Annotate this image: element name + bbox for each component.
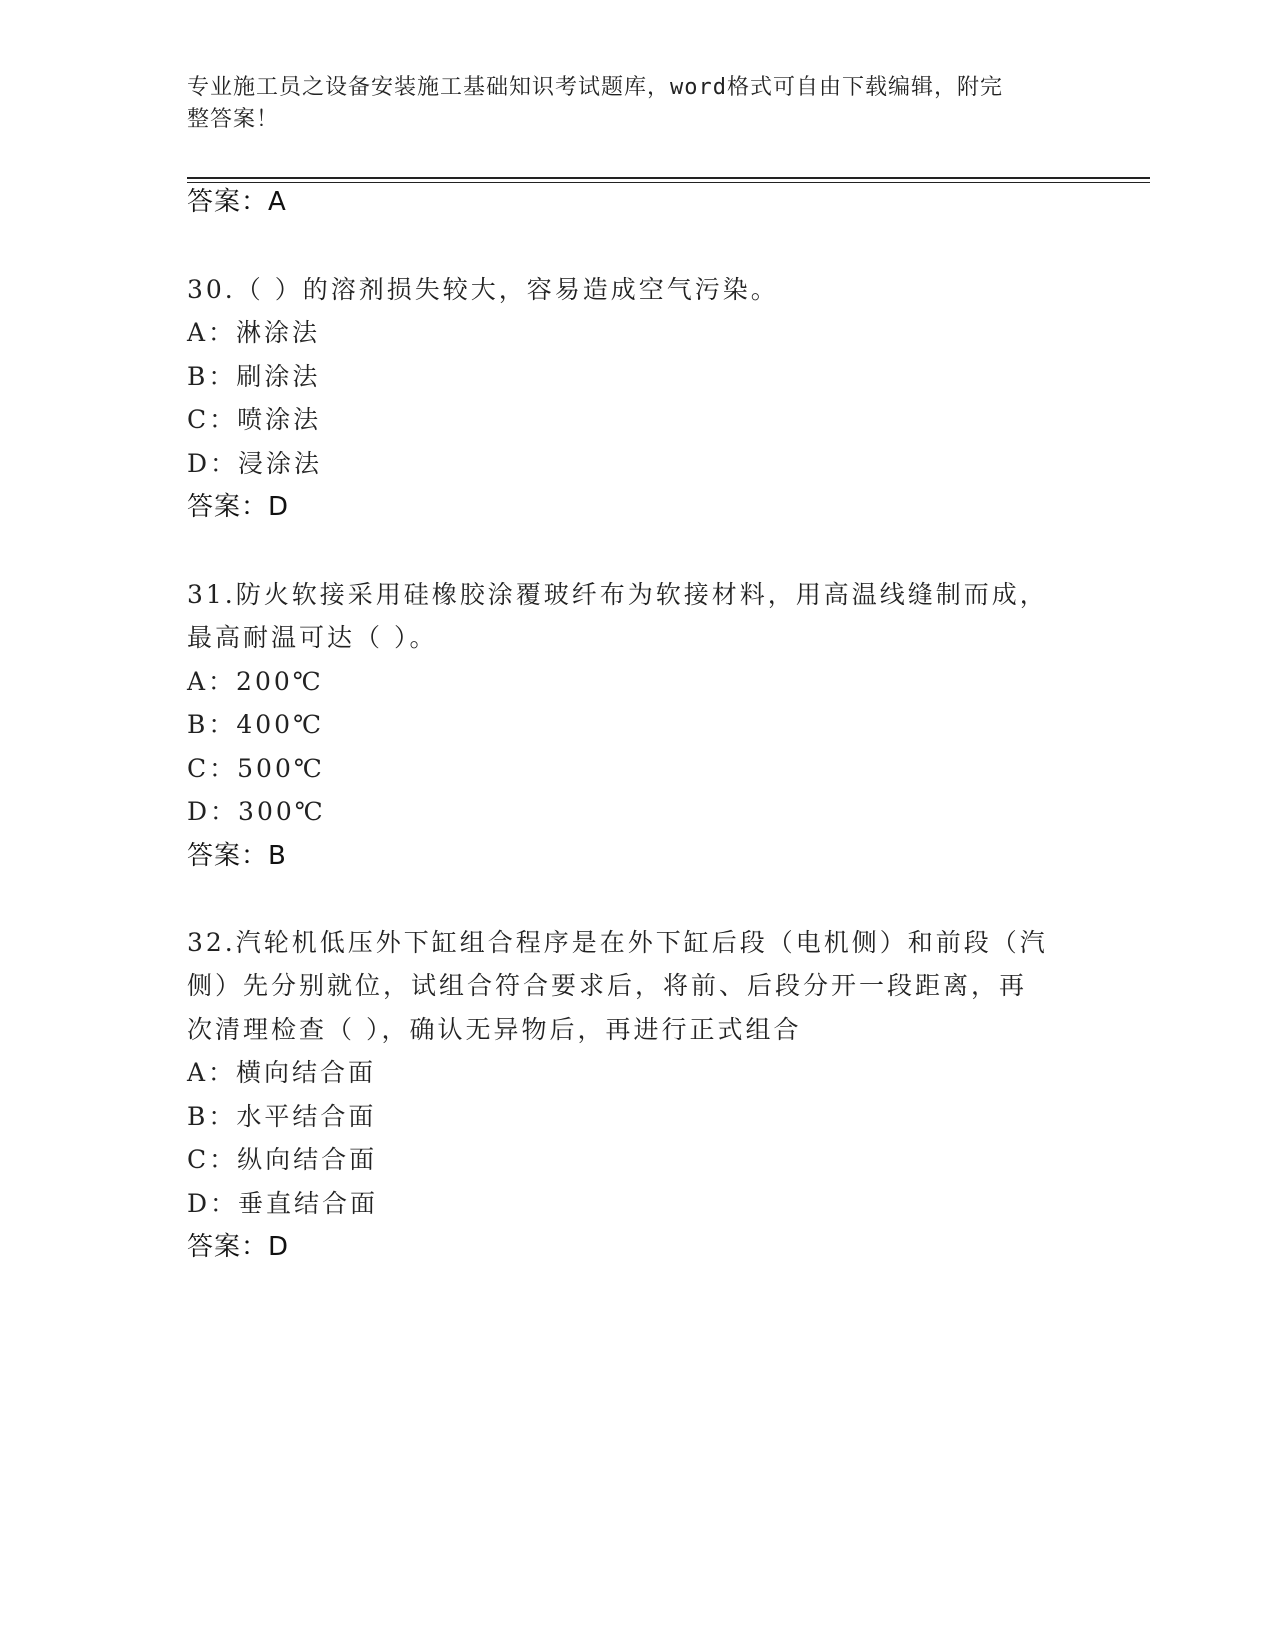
question-30-option-a: A：淋涂法 <box>187 318 321 347</box>
previous-answer: 答案：A <box>187 187 287 217</box>
question-32-stem-line-2: 侧）先分别就位，试组合符合要求后，将前、后段分开一段距离，再 <box>187 971 1028 1000</box>
question-31-option-d: D：300℃ <box>187 797 326 826</box>
question-31-option-c: C：500℃ <box>187 754 325 783</box>
question-32-stem-line-1: 32.汽轮机低压外下缸组合程序是在外下缸后段（电机侧）和前段（汽 <box>187 928 1048 957</box>
question-31-option-a: A：200℃ <box>187 667 324 696</box>
question-32-option-c: C：纵向结合面 <box>187 1145 378 1174</box>
question-30-stem: 30.（ ）的溶剂损失较大，容易造成空气污染。 <box>187 275 779 304</box>
question-31-answer: 答案：B <box>187 841 287 871</box>
question-30-option-c: C：喷涂法 <box>187 405 322 434</box>
question-31-option-b: B：400℃ <box>187 710 325 739</box>
question-31-stem-line-1: 31.防火软接采用硅橡胶涂覆玻纤布为软接材料，用高温线缝制而成， <box>187 580 1048 609</box>
question-30-option-d: D：浸涂法 <box>187 449 323 478</box>
question-32-option-d: D：垂直结合面 <box>187 1189 379 1218</box>
header-divider-thin <box>187 182 1150 183</box>
header-line-2: 整答案！ <box>187 107 280 132</box>
document-header <box>187 72 1067 136</box>
question-32-option-b: B：水平结合面 <box>187 1102 377 1131</box>
question-32-stem-line-3: 次清理检查（ ），确认无异物后，再进行正式组合 <box>187 1015 802 1044</box>
question-32-option-a: A：横向结合面 <box>187 1058 377 1087</box>
question-31-stem-line-2: 最高耐温可达（ ）。 <box>187 623 438 652</box>
header-line-1: 专业施工员之设备安装施工基础知识考试题库，word格式可自由下载编辑，附完 <box>187 75 1003 100</box>
header-divider-thick <box>187 177 1150 179</box>
question-32-answer: 答案：D <box>187 1232 290 1262</box>
question-30-option-b: B：刷涂法 <box>187 362 321 391</box>
question-30-answer: 答案：D <box>187 492 290 522</box>
